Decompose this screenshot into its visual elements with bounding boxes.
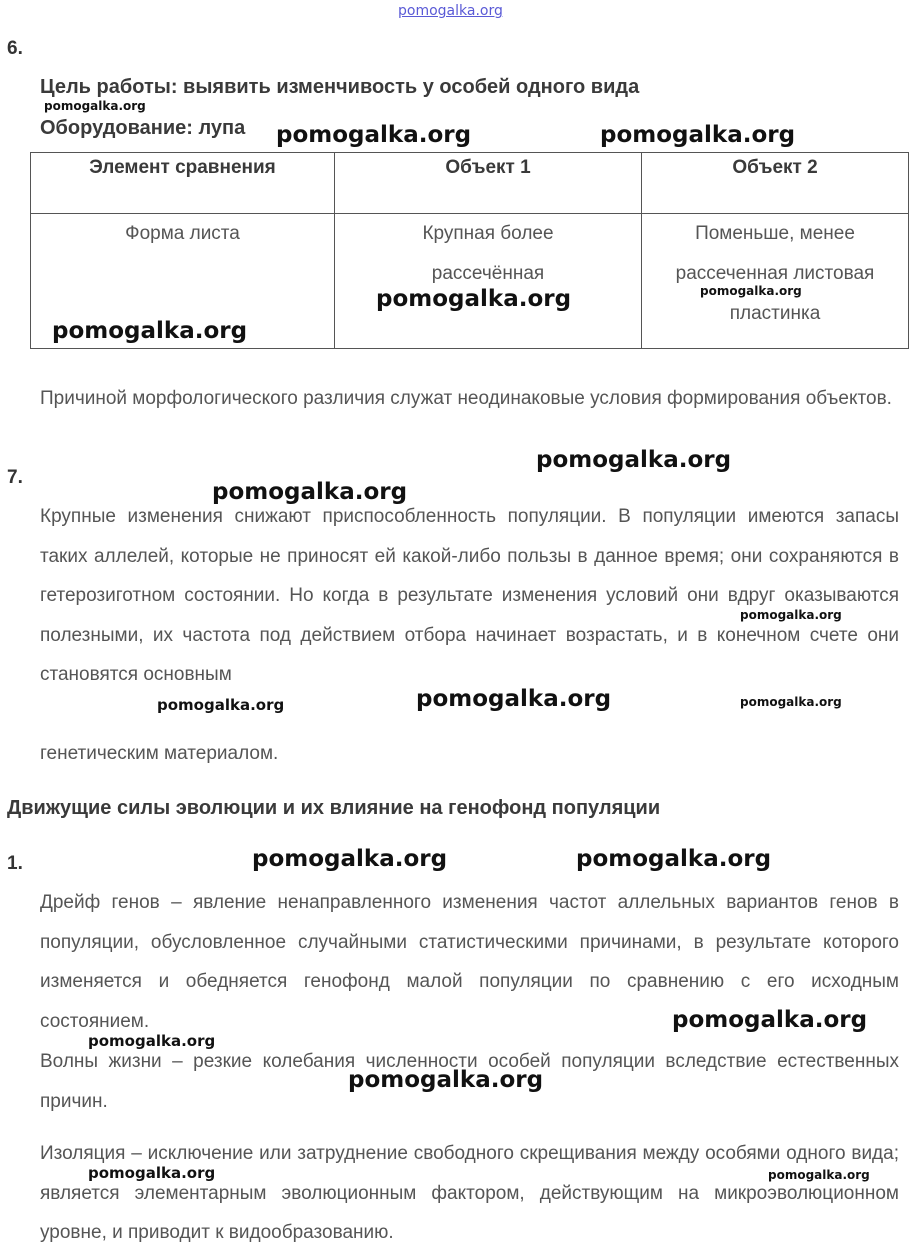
watermark: pomogalka.org [348, 1067, 544, 1093]
work-goal: Цель работы: выявить изменчивость у особей одного вида [40, 76, 640, 98]
watermark: pomogalka.org [88, 1032, 216, 1050]
equipment: Оборудование: лупа [40, 117, 246, 139]
watermark: pomogalka.org [88, 1164, 216, 1182]
watermark: pomogalka.org [740, 695, 842, 709]
watermark: pomogalka.org [576, 846, 772, 872]
watermark: pomogalka.org [52, 318, 248, 344]
table-cell: Поменьше, менее рассеченная листовая пластинка [642, 214, 909, 349]
watermark: pomogalka.org [212, 479, 408, 505]
isolation-paragraph: Изоляция – исключение или затруднение свободного скрещивания между особями одного вида; является элементарным эволюционным фактором, действующим на микроэволюционном уровне, и приводит к видообразованию. [40, 1143, 899, 1243]
table-header-row [31, 153, 909, 214]
site-link[interactable]: pomogalka.org [398, 3, 503, 19]
watermark: pomogalka.org [740, 608, 842, 622]
watermark: pomogalka.org [416, 686, 612, 712]
table-cell: Форма листа [31, 214, 335, 349]
table-header: Объект 1 [335, 153, 642, 214]
watermark: pomogalka.org [600, 122, 796, 148]
watermark: pomogalka.org [768, 1168, 870, 1182]
watermark: pomogalka.org [157, 696, 285, 714]
section-number-1: 1. [7, 853, 23, 874]
watermark: pomogalka.org [700, 284, 802, 298]
watermark: pomogalka.org [44, 99, 146, 113]
drift-paragraph: Дрейф генов – явление ненаправленного изменения частот аллельных вариантов генов в популяции, обусловленное случайными статистическими причинами, в результате которого изменяется и обедняется генофонд малой популяции по сравнению с его исходным состоянием. [40, 892, 899, 1032]
task7-paragraph-end: генетическим материалом. [40, 743, 279, 764]
task7-paragraph: Крупные изменения снижают приспособленность популяции. В популяции имеются запасы таких аллелей, которые не приносят ей какой-либо пользы в данное время; они сохраняются в гетерозиготном состоянии. Но когда в результате изменения условий они вдруг оказываются полезными, их частота под действием отбора начинает возрастать, и в конечном счете они становятся основным [40, 506, 899, 685]
watermark: pomogalka.org [376, 286, 572, 312]
watermark: pomogalka.org [252, 846, 448, 872]
table-header: Элемент сравнения [31, 153, 335, 214]
section-title: Движущие силы эволюции и их влияние на генофонд популяции [7, 797, 661, 819]
conclusion-paragraph: Причиной морфологического различия служат неодинаковые условия формирования объектов. [40, 388, 892, 409]
watermark: pomogalka.org [672, 1007, 868, 1033]
waves-paragraph: Волны жизни – резкие колебания численности особей популяции вследствие естественных причин. [40, 1051, 899, 1112]
table-header: Объект 2 [642, 153, 909, 214]
watermark: pomogalka.org [536, 447, 732, 473]
task-number-6: 6. [7, 38, 23, 59]
table-cell: Крупная более рассечённая [335, 214, 642, 349]
task-number-7: 7. [7, 467, 23, 488]
watermark: pomogalka.org [276, 122, 472, 148]
